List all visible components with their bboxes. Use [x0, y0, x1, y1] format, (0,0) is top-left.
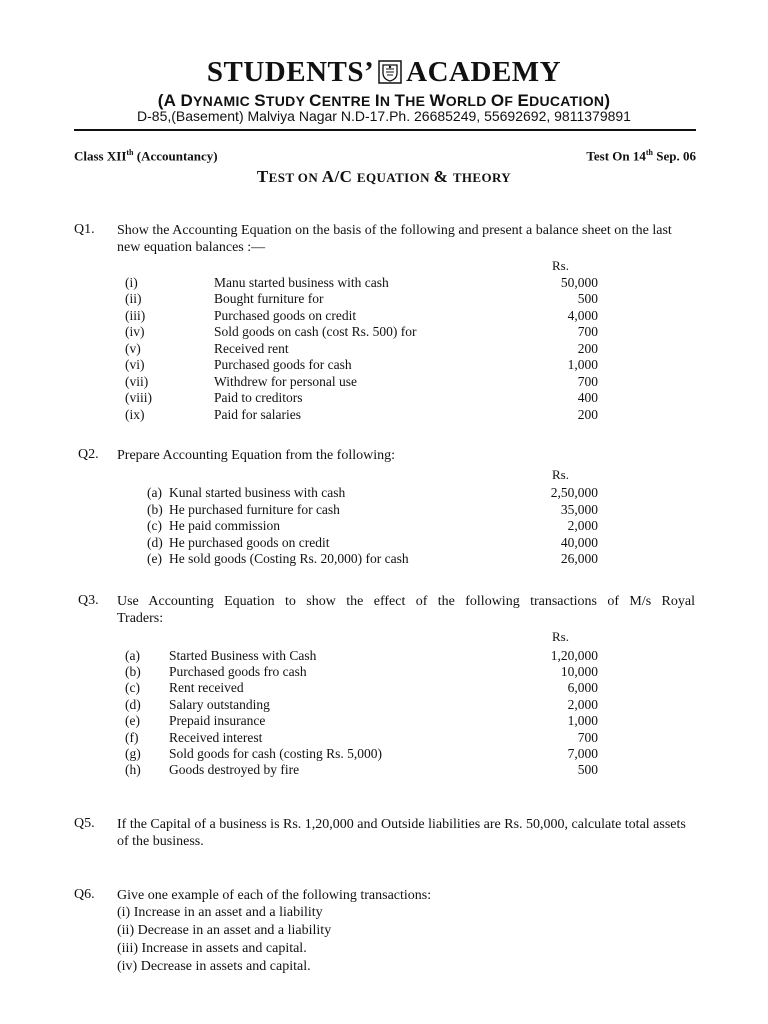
- list-item: [125, 407, 598, 424]
- item-number: (b): [125, 664, 141, 679]
- item-description: Bought furniture for: [214, 291, 324, 306]
- list-item: [147, 535, 598, 552]
- list-item: (ii) Decrease in an asset and a liability: [117, 923, 332, 938]
- question-number: Q5.: [74, 816, 95, 831]
- tagline-initial: W: [429, 91, 446, 110]
- item-number: (e): [125, 713, 140, 728]
- item-description: Paid for salaries: [214, 407, 301, 422]
- item-description: Received interest: [169, 730, 263, 745]
- item-description: Kunal started business with cash: [169, 485, 346, 500]
- tagline-word: TUDY: [265, 93, 310, 109]
- list-item: [125, 730, 598, 747]
- title-word: THEORY: [452, 170, 512, 185]
- date-sup: th: [645, 148, 654, 157]
- item-description: Sold goods on cash (cost Rs. 500) for: [214, 324, 417, 339]
- tagline-initial: A: [163, 91, 177, 110]
- tagline-word: DUCATION: [529, 93, 605, 109]
- class-label: [74, 148, 218, 164]
- list-item: [125, 308, 598, 325]
- item-number: (b): [147, 502, 163, 517]
- item-number: (vi): [125, 357, 145, 372]
- list-item: [125, 713, 598, 730]
- title-initial: T: [256, 167, 269, 186]
- item-description: Rent received: [169, 680, 244, 695]
- item-amount: 6,000: [567, 680, 598, 695]
- academy-name-left: STUDENTS’: [206, 56, 375, 88]
- list-item: [125, 746, 598, 763]
- item-number: (c): [147, 518, 162, 533]
- item-description: Purchased goods for cash: [214, 357, 352, 372]
- question-text-continued: Traders:: [117, 611, 164, 626]
- tagline-initial: S: [254, 91, 266, 110]
- item-number: (f): [125, 730, 139, 745]
- list-item: (i) Increase in an asset and a liability: [117, 905, 323, 920]
- item-description: He sold goods (Costing Rs. 20,000) for cash: [169, 551, 409, 566]
- list-item: (iii) Increase in assets and capital.: [117, 941, 307, 956]
- tagline-word: YNAMIC: [193, 93, 255, 109]
- item-amount: 2,000: [567, 697, 598, 712]
- list-item: [125, 762, 598, 779]
- list-item: [125, 664, 598, 681]
- item-description: Withdrew for personal use: [214, 374, 358, 389]
- item-description: Received rent: [214, 341, 289, 356]
- item-amount: 4,000: [567, 308, 598, 323]
- item-description: He purchased furniture for cash: [169, 502, 340, 517]
- list-item: [125, 275, 598, 292]
- item-amount: 7,000: [567, 746, 598, 761]
- item-number: (iii): [125, 308, 146, 323]
- item-number: (c): [125, 680, 140, 695]
- list-item: [147, 502, 598, 519]
- list-item: [125, 680, 598, 697]
- tagline-word: HE: [405, 93, 430, 109]
- item-amount: 26,000: [560, 551, 598, 566]
- item-description: Prepaid insurance: [169, 713, 266, 728]
- list-item: [125, 357, 598, 374]
- class-prefix: Class XII: [74, 148, 127, 164]
- tagline-initial: C: [309, 91, 322, 110]
- item-amount: 700: [577, 324, 598, 339]
- item-number: (v): [125, 341, 141, 356]
- item-amount: 700: [577, 374, 598, 389]
- question-text: Use Accounting Equation to show the effect of the following transactions of M/s Royal: [117, 594, 695, 609]
- question-number: Q1.: [74, 222, 95, 237]
- item-number: (h): [125, 762, 141, 777]
- tagline-word: ENTRE: [321, 93, 375, 109]
- item-description: Started Business with Cash: [169, 648, 317, 663]
- tagline-word: N: [379, 93, 395, 109]
- academy-emblem-icon: [378, 59, 402, 92]
- item-amount: 10,000: [560, 664, 598, 679]
- tagline-initial: I: [374, 91, 380, 110]
- item-number: (e): [147, 551, 162, 566]
- title-ac: A/C: [321, 167, 357, 186]
- tagline-words: [164, 93, 605, 109]
- title-ampersand: &: [433, 167, 453, 186]
- academy-name: [0, 56, 768, 92]
- class-sup: th: [126, 148, 134, 157]
- test-title: [0, 167, 768, 187]
- list-item: [147, 551, 598, 568]
- item-number: (a): [147, 485, 162, 500]
- question-number: Q2.: [78, 447, 99, 462]
- item-number: (i): [125, 275, 138, 290]
- item-number: (d): [125, 697, 141, 712]
- list-item: [147, 485, 598, 502]
- item-description: Sold goods for cash (costing Rs. 5,000): [169, 746, 382, 761]
- item-number: (ii): [125, 291, 142, 306]
- title-word: EQUATION: [356, 170, 434, 185]
- list-item: [125, 341, 598, 358]
- test-date: [586, 148, 696, 164]
- item-amount: 200: [577, 407, 598, 422]
- question-text: Show the Accounting Equation on the basis of the following and present a balance sheet on the last new equation balances :—: [117, 223, 672, 255]
- amount-column-header: Rs.: [552, 258, 569, 273]
- tagline-initial: E: [517, 91, 530, 110]
- item-number: (iv): [125, 324, 145, 339]
- item-amount: 2,000: [567, 518, 598, 533]
- item-amount: 50,000: [560, 275, 598, 290]
- item-amount: 700: [577, 730, 598, 745]
- title-word: EST ON: [268, 170, 322, 185]
- item-amount: 400: [577, 390, 598, 405]
- item-number: (a): [125, 648, 140, 663]
- question-text: Prepare Accounting Equation from the following:: [117, 448, 395, 463]
- academy-address: D-85,(Basement) Malviya Nagar N.D-17.Ph. 26685249, 55692692, 9811379891: [137, 108, 631, 124]
- item-amount: 500: [577, 762, 598, 777]
- item-amount: 2,50,000: [550, 485, 598, 500]
- item-description: Goods destroyed by fire: [169, 762, 300, 777]
- item-number: (vii): [125, 374, 149, 389]
- item-number: (ix): [125, 407, 145, 422]
- item-description: Purchased goods on credit: [214, 308, 357, 323]
- question-text: If the Capital of a business is Rs. 1,20,000 and Outside liabilities are Rs. 50,000, calculate total assets of the business.: [117, 817, 686, 849]
- item-amount: 1,20,000: [550, 648, 598, 663]
- academy-name-right: ACADEMY: [406, 56, 562, 88]
- item-description: He paid commission: [169, 518, 280, 533]
- item-amount: 1,000: [567, 713, 598, 728]
- tagline-close-paren: ): [604, 91, 611, 110]
- item-number: (g): [125, 746, 141, 761]
- question-number: Q3.: [78, 593, 99, 608]
- list-item: [125, 390, 598, 407]
- item-amount: 40,000: [560, 535, 598, 550]
- item-number: (d): [147, 535, 163, 550]
- date-suffix: Sep. 06: [653, 148, 696, 164]
- list-item: [125, 291, 598, 308]
- tagline-initial: O: [490, 91, 505, 110]
- item-amount: 200: [577, 341, 598, 356]
- date-prefix: Test On 14: [586, 148, 646, 164]
- list-item: [125, 697, 598, 714]
- tagline-initial: D: [180, 91, 194, 110]
- item-amount: 35,000: [560, 502, 598, 517]
- tagline-word: ORLD: [445, 93, 491, 109]
- header-divider: [74, 129, 696, 131]
- list-item: [125, 374, 598, 391]
- list-item: [125, 324, 598, 341]
- class-subject: (Accountancy): [133, 148, 218, 164]
- item-description: Salary outstanding: [169, 697, 270, 712]
- list-item: [125, 648, 598, 665]
- item-number: (viii): [125, 390, 152, 405]
- item-description: Manu started business with cash: [214, 275, 389, 290]
- item-description: Paid to creditors: [214, 390, 303, 405]
- tagline-word: F: [504, 93, 518, 109]
- item-description: He purchased goods on credit: [169, 535, 330, 550]
- tagline-initial: T: [394, 91, 406, 110]
- question-number: Q6.: [74, 887, 95, 902]
- item-amount: 500: [577, 291, 598, 306]
- tagline-open-paren: (: [157, 91, 164, 110]
- question-text: Give one example of each of the following transactions:: [117, 888, 432, 903]
- item-description: Purchased goods fro cash: [169, 664, 307, 679]
- list-item: [147, 518, 598, 535]
- item-amount: 1,000: [567, 357, 598, 372]
- list-item: (iv) Decrease in assets and capital.: [117, 959, 311, 974]
- amount-column-header: Rs.: [552, 467, 569, 482]
- amount-column-header: Rs.: [552, 629, 569, 644]
